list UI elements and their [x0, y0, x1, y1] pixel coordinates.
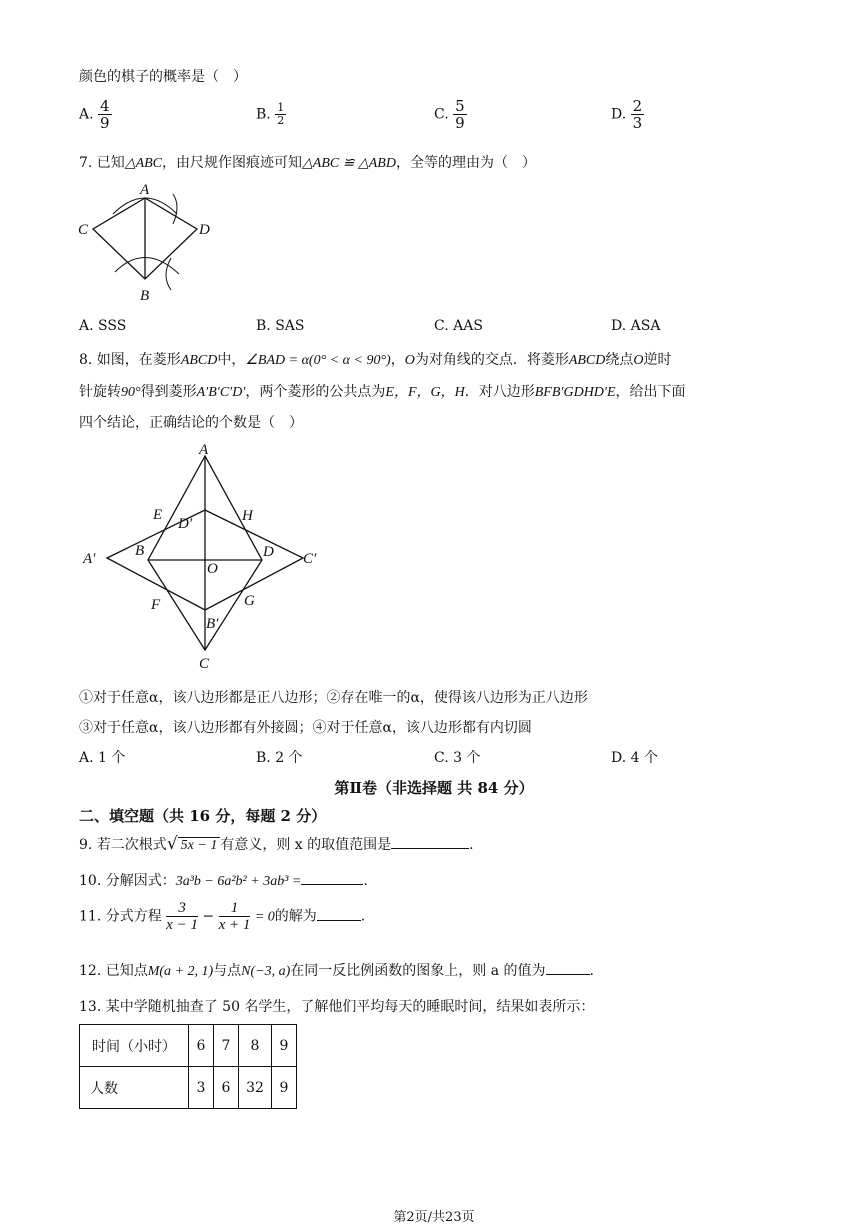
q10: 10. 分解因式：3a³b − 6a²b² + 3ab³ = .	[79, 873, 368, 889]
q7-option-a: A. SSS	[79, 318, 127, 334]
table-row	[80, 1025, 297, 1067]
sleep-table	[79, 1024, 297, 1109]
table-cell: 9	[272, 1067, 297, 1109]
q6-option-b: B. $\frac{1}{2}$	[256, 101, 285, 127]
q7-option-b: B. SAS	[256, 318, 305, 334]
table-cell: 时间（小时）	[80, 1025, 189, 1067]
q8-option-c: C. 3 个	[434, 750, 481, 766]
q8-option-d: D. 4 个	[611, 750, 658, 766]
table-cell: 7	[214, 1025, 239, 1067]
table-row	[80, 1067, 297, 1109]
q6-option-a: A. $\frac{4}{9}$	[79, 97, 110, 132]
q12: 12. 已知点M(a + 2, 1)与点N(−3, a)在同一反比例函数的图象上，则 a 的值为 .	[79, 963, 594, 979]
table-cell: 3	[189, 1067, 214, 1109]
q8-label-d-prime: D′	[178, 516, 193, 532]
q7-option-c: C. AAS	[434, 318, 483, 334]
q8-stem-line3: 四个结论，正确结论的个数是（ ）	[79, 415, 303, 431]
q8-statements-2: ③对于任意α，该八边形都有外接圆；④对于任意α，该八边形都有内切圆	[79, 720, 532, 736]
q8-option-a: A. 1 个	[79, 750, 126, 766]
q8-label-o: O	[207, 561, 218, 577]
q7-label-a: A	[140, 182, 150, 198]
q7-label-c: C	[78, 222, 89, 238]
part2-title: 第Ⅱ卷（非选择题 共 84 分）	[334, 779, 534, 797]
q8-label-e: E	[153, 507, 163, 523]
q11: 11. 分式方程 $\frac{3}{x - 1}$ − $\frac{1}{x + 1}$ = 0的解为 .	[79, 900, 366, 933]
table-cell: 9	[272, 1025, 297, 1067]
table-cell: 人数	[80, 1067, 189, 1109]
q8-label-a-prime: A′	[83, 551, 96, 567]
q6-stem-tail: 颜色的棋子的概率是（ ）	[79, 69, 247, 85]
q8-label-f: F	[151, 597, 161, 613]
q7-figure	[75, 176, 225, 306]
q7-label-b: B	[140, 288, 150, 304]
q8-stem-line2: 针旋转90°得到菱形A′B′C′D′，两个菱形的公共点为E，F，G，H．对八边形BFB′GDHD′E，给出下面	[79, 384, 686, 400]
q6-option-d: D. $\frac{2}{3}$	[611, 97, 643, 132]
q8-label-c: C	[199, 656, 210, 672]
q8-label-g: G	[244, 593, 255, 609]
q9: 9. 若二次根式√ 5x − 1 有意义，则 x 的取值范围是 .	[79, 834, 474, 854]
q6-option-c: C. $\frac{5}{9}$	[434, 97, 465, 132]
q8-label-b-prime: B′	[206, 616, 219, 632]
q8-label-c-prime: C′	[303, 551, 317, 567]
page-footer: 第2页/共23页	[393, 1210, 475, 1225]
q8-stem-line1: 8. 如图，在菱形ABCD中，∠BAD = α(0° < α < 90°)，O为对角线的交点．将菱形ABCD绕点O逆时	[79, 352, 672, 368]
q13-stem: 13. 某中学随机抽查了 50 名学生，了解他们平均每天的睡眠时间，结果如表所示：	[79, 999, 595, 1015]
table-cell: 8	[239, 1025, 272, 1067]
section-title: 二、填空题（共 16 分，每题 2 分）	[79, 807, 327, 825]
table-cell: 32	[239, 1067, 272, 1109]
q8-label-b: B	[135, 543, 145, 559]
q7-label-d: D	[199, 222, 210, 238]
q8-label-h: H	[242, 508, 253, 524]
q8-option-b: B. 2 个	[256, 750, 303, 766]
table-cell: 6	[189, 1025, 214, 1067]
q8-label-d: D	[263, 544, 274, 560]
table-cell: 6	[214, 1067, 239, 1109]
q7-stem: 7. 已知△ABC，由尺规作图痕迹可知△ABC ≌ △ABD，全等的理由为（ ）	[79, 155, 536, 171]
q8-label-a: A	[199, 442, 209, 458]
q8-statements-1: ①对于任意α，该八边形都是正八边形；②存在唯一的α，使得该八边形为正八边形	[79, 690, 588, 706]
q8-figure	[75, 438, 335, 676]
q7-option-d: D. ASA	[611, 318, 661, 334]
